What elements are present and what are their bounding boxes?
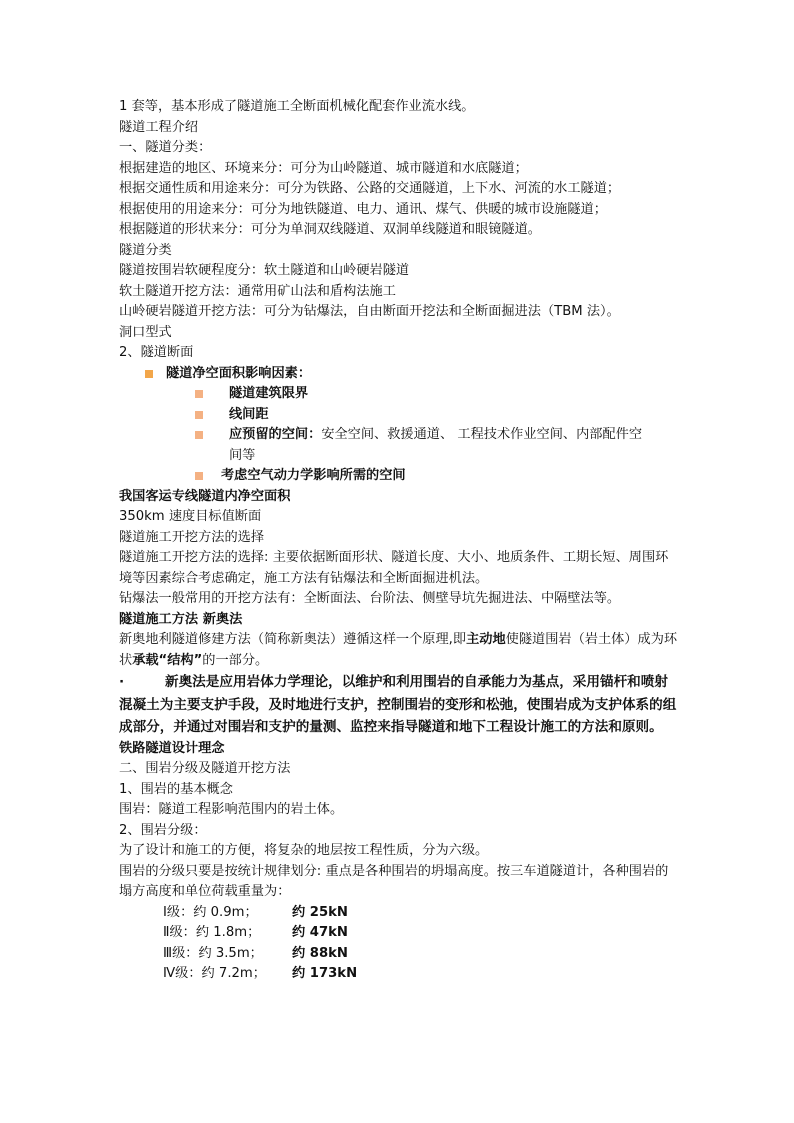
text-line: 围岩：隧道工程影响范围内的岩土体。 bbox=[119, 802, 344, 817]
bullet-item bbox=[119, 405, 679, 426]
heading-tunnel-section: 2、隧道断面 bbox=[119, 345, 194, 360]
heading-clearance-area: 我国客运专线隧道内净空面积 bbox=[119, 488, 291, 504]
grade-load: 约 25kN bbox=[292, 904, 348, 920]
bullet-text: 考虑空气动力学影响所需的空间 bbox=[221, 468, 406, 483]
text-run-bold: 承载“结构” bbox=[132, 652, 203, 668]
bullet-text-bold: 应预留的空间： bbox=[229, 427, 322, 442]
text-line: 隧道分类 bbox=[119, 242, 172, 258]
text-line: 为了设计和施工的方便，将复杂的地层按工程性质，分为六级。 bbox=[119, 843, 489, 858]
text-run: 新奥地利隧道修建方法（简称新奥法）遵循这样一个原理,即 bbox=[119, 632, 467, 647]
grade-row bbox=[119, 964, 679, 985]
text-run: 新奥法是应用岩体力学理论，以维护和利用围岩的自承能力为基点，采用锚杆和喷射混凝土为主要支护手段，及时地进行支护，控制围岩的变形和松弛，使围岩成为支护体系的组成部分，并通过对围岩和支护的量测、监控来指导隧道和地下工程设计施工的方法和原则。 bbox=[119, 674, 677, 735]
bullet-text: 隧道净空面积影响因素： bbox=[166, 365, 312, 381]
heading-design-concept: 铁路隧道设计理念 bbox=[119, 740, 225, 756]
square-bullet-icon bbox=[195, 390, 203, 398]
bullet-item bbox=[119, 364, 679, 385]
square-bullet-icon bbox=[145, 370, 153, 378]
bullet-continuation: 间等 bbox=[229, 447, 256, 463]
paragraph-natm-definition bbox=[119, 671, 681, 739]
grade-label: Ⅰ级：约 0.9m； bbox=[163, 904, 258, 920]
text-line: 根据建造的地区、环境来分：可分为山岭隧道、城市隧道和水底隧道； bbox=[119, 160, 528, 176]
grade-label: Ⅲ级：约 3.5m； bbox=[163, 945, 263, 961]
square-bullet-icon bbox=[195, 431, 203, 439]
text-run: 使隧道围岩（岩土体）成为环状 bbox=[119, 632, 678, 668]
text-line: 洞口型式 bbox=[119, 324, 172, 340]
grade-label: Ⅱ级：约 1.8m； bbox=[163, 925, 261, 940]
grade-row bbox=[119, 944, 679, 965]
text-line: 根据使用的用途来分：可分为地铁隧道、电力、通讯、煤气、供暖的城市设施隧道； bbox=[119, 201, 607, 217]
heading-tunnel-classification: 一、隧道分类： bbox=[119, 140, 212, 155]
grade-row bbox=[119, 923, 679, 944]
bullet-item bbox=[119, 384, 679, 405]
bullet-item bbox=[119, 466, 679, 487]
paragraph bbox=[119, 630, 681, 671]
bullet-item bbox=[119, 425, 679, 446]
grade-load: 约 173kN bbox=[292, 966, 358, 981]
grade-row bbox=[119, 903, 679, 924]
grade-label: Ⅳ级：约 7.2m； bbox=[163, 966, 266, 981]
text-line: 根据隧道的形状来分：可分为单洞双线隧道、双洞单线隧道和眼镜隧道。 bbox=[119, 222, 541, 237]
text-line: 钻爆法一般常用的开挖方法有：全断面法、台阶法、侧壁导坑先掘进法、中隔壁法等。 bbox=[119, 591, 621, 606]
text-line: 350km 速度目标值断面 bbox=[119, 509, 262, 524]
text-line: 隧道按围岩软硬程度分：软土隧道和山岭硬岩隧道 bbox=[119, 263, 410, 278]
heading-natm: 隧道施工方法 新奥法 bbox=[119, 611, 243, 627]
text-line: 1 套等，基本形成了隧道施工全断面机械化配套作业流水线。 bbox=[119, 99, 475, 114]
bullet-text: 安全空间、救援通道、 工程技术作业空间、内部配件空 bbox=[321, 427, 643, 442]
text-line: 山岭硬岩隧道开挖方法：可分为钻爆法，自由断面开挖法和全断面掘进法（TBM 法）。 bbox=[119, 304, 620, 319]
paragraph: 隧道施工开挖方法的选择: 主要依据断面形状、隧道长度、大小、地质条件、工期长短、周围环境等因素综合考虑确定，施工方法有钻爆法和全断面掘进机法。 bbox=[119, 550, 669, 586]
heading-rock-classification: 二、围岩分级及隧道开挖方法 bbox=[119, 761, 291, 776]
bullet-text: 隧道建筑限界 bbox=[229, 386, 309, 401]
text-line: 1、围岩的基本概念 bbox=[119, 781, 233, 797]
text-run-bold: 主动地 bbox=[466, 632, 506, 647]
list-marker: · bbox=[119, 674, 125, 690]
square-bullet-icon bbox=[195, 411, 203, 419]
grade-load: 约 47kN bbox=[292, 925, 348, 940]
text-line: 根据交通性质和用途来分：可分为铁路、公路的交通隧道，上下水、河流的水工隧道； bbox=[119, 181, 621, 196]
text-run: 的一部分。 bbox=[202, 652, 269, 668]
grade-load: 约 88kN bbox=[292, 945, 348, 961]
document-page bbox=[119, 97, 679, 985]
square-bullet-icon bbox=[195, 472, 203, 480]
text-line: 软土隧道开挖方法：通常用矿山法和盾构法施工 bbox=[119, 283, 396, 299]
bullet-text: 线间距 bbox=[229, 406, 269, 422]
paragraph: 围岩的分级只要是按统计规律划分: 重点是各种围岩的坍塌高度。按三车道隧道计，各种围岩的塌方高度和单位荷载重量为： bbox=[119, 863, 669, 899]
text-line: 2、围岩分级： bbox=[119, 822, 207, 838]
heading-tunnel-intro: 隧道工程介绍 bbox=[119, 119, 199, 135]
text-line: 隧道施工开挖方法的选择 bbox=[119, 529, 265, 545]
